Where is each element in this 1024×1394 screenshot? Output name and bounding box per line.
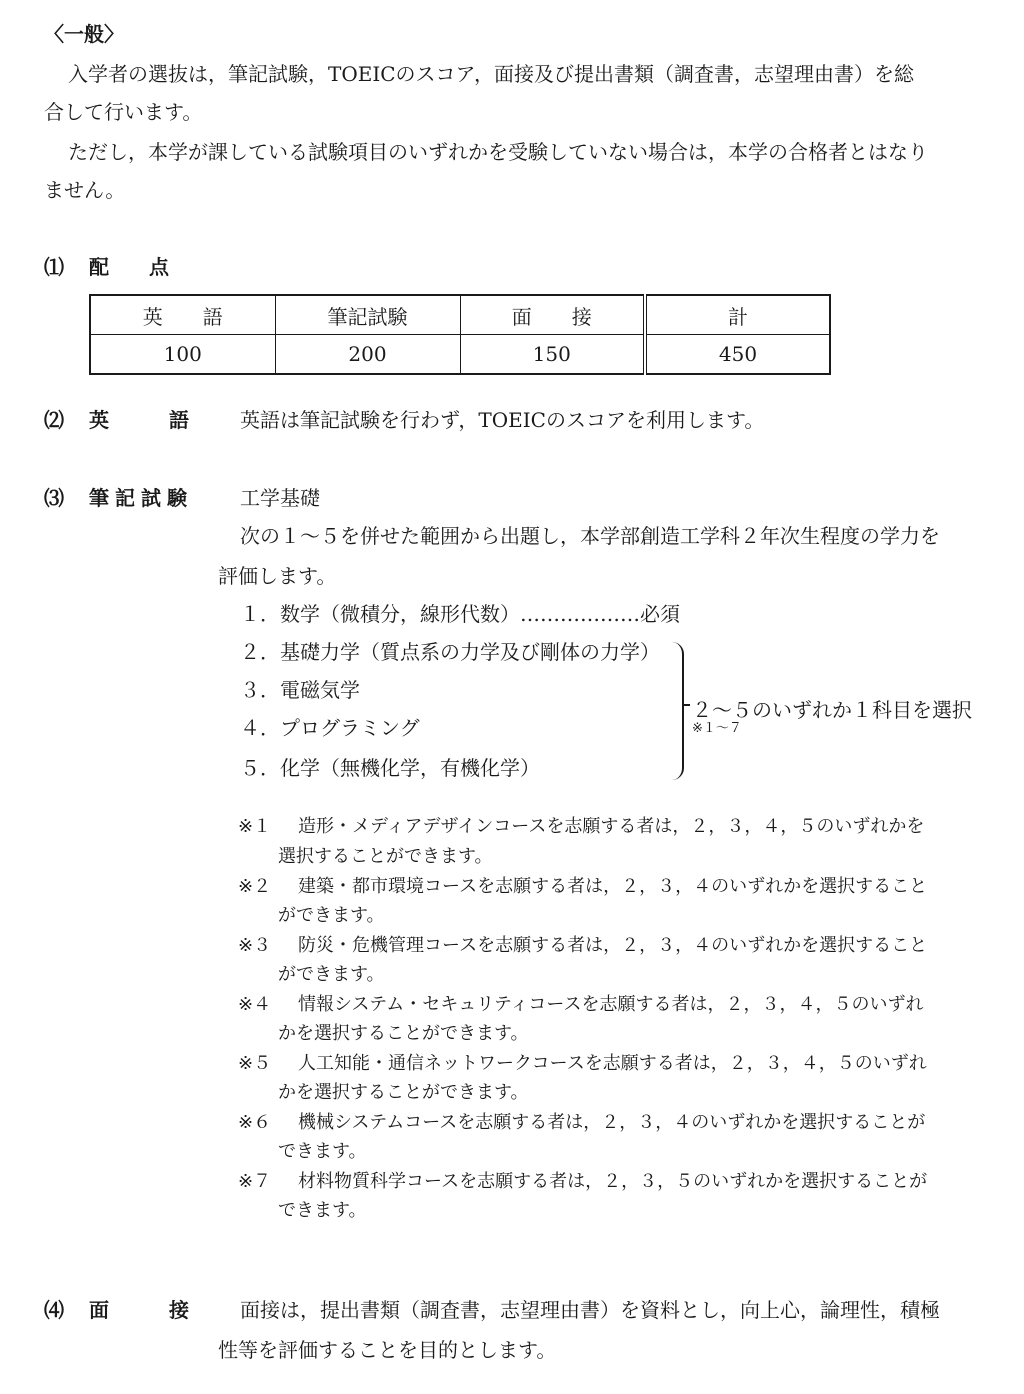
item4-line-2: 性等を評価することを目的とします。 [218, 1338, 557, 1362]
item3-desc-line-1: 次の１～５を併せた範囲から出題し，本学部創造工学科２年次生程度の学力を [240, 524, 940, 548]
item1-number: ⑴ [44, 255, 64, 279]
note-7-line-2: できます。 [278, 1200, 367, 1221]
item1-title: 配 点 [89, 255, 169, 279]
header-written-exam: 筆記試験 [275, 295, 460, 335]
note-4-line-2: かを選択することができます。 [278, 1023, 529, 1044]
note-1-mark: ※１ [238, 816, 272, 837]
condition-paragraph-line-1: ただし，本学が課している試験項目のいずれかを受験していない場合は，本学の合格者とはなり [68, 140, 928, 164]
note-7-line-1: 材料物質科学コースを志願する者は，２，３，５のいずれかを選択することが [298, 1171, 928, 1192]
brace-label: ２～５のいずれか１科目を選択 [692, 698, 972, 722]
note-1-line-1: 造形・メディアデザインコースを志願する者は，２，３，４，５のいずれかを [298, 816, 925, 837]
header-interview: 面 接 [460, 295, 645, 335]
note-2-line-1: 建築・都市環境コースを志願する者は，２，３，４のいずれかを選択すること [298, 876, 928, 897]
item4-title: 面 接 [89, 1298, 189, 1322]
subject-list-item-4: ４．プログラミング [240, 716, 420, 740]
subject-list-item-3: ３．電磁気学 [240, 678, 360, 702]
subject-list-item-5: ５．化学（無機化学，有機化学） [240, 756, 540, 780]
section-heading: 〈一般〉 [44, 22, 124, 46]
item3-subject: 工学基礎 [240, 486, 320, 510]
item2-text: 英語は筆記試験を行わず，TOEICのスコアを利用します。 [240, 408, 765, 432]
selection-brace-tip [682, 704, 690, 706]
header-english: 英 語 [90, 295, 275, 335]
brace-note: ※１～７ [692, 721, 742, 736]
item4-line-1: 面接は，提出書類（調査書，志望理由書）を資料とし，向上心，論理性，積極 [240, 1298, 940, 1322]
selection-brace [668, 642, 684, 780]
item4-number: ⑷ [44, 1298, 64, 1322]
note-5-line-2: かを選択することができます。 [278, 1082, 529, 1103]
note-6-line-1: 機械システムコースを志願する者は，２，３，４のいずれかを選択することが [298, 1112, 926, 1133]
header-total: 計 [645, 295, 830, 335]
value-total: 450 [645, 335, 830, 375]
item2-title: 英 語 [89, 408, 189, 432]
note-4-line-1: 情報システム・セキュリティコースを志願する者は，２，３，４，５のいずれ [298, 994, 924, 1015]
subject-list-item-2: ２．基礎力学（質点系の力学及び剛体の力学） [240, 640, 660, 664]
note-3-line-1: 防災・危機管理コースを志願する者は，２，３，４のいずれかを選択すること [298, 935, 928, 956]
note-1-line-2: 選択することができます。 [278, 846, 493, 867]
intro-paragraph-line-2: 合して行います。 [44, 100, 203, 124]
note-7-mark: ※７ [238, 1171, 272, 1192]
score-table [89, 294, 831, 375]
note-2-mark: ※２ [238, 876, 272, 897]
item3-desc-line-2: 評価します。 [218, 564, 337, 588]
value-written-exam: 200 [275, 335, 460, 375]
intro-paragraph-line-1: 入学者の選抜は，筆記試験，TOEICのスコア，面接及び提出書類（調査書，志望理由書）を総 [68, 62, 914, 86]
note-6-mark: ※６ [238, 1112, 272, 1133]
condition-paragraph-line-2: ません。 [44, 178, 126, 202]
item2-number: ⑵ [44, 408, 64, 432]
item3-title: 筆記試験 [89, 486, 193, 510]
item3-number: ⑶ [44, 486, 64, 510]
value-english: 100 [90, 335, 275, 375]
note-2-line-2: ができます。 [278, 905, 385, 926]
note-5-line-1: 人工知能・通信ネットワークコースを志願する者は，２，３，４，５のいずれ [298, 1053, 927, 1074]
note-3-line-2: ができます。 [278, 964, 385, 985]
subject-list-item-1: １．数学（微積分，線形代数）………………必須 [240, 602, 680, 626]
score-table-header-row [90, 295, 830, 335]
note-6-line-2: できます。 [278, 1141, 367, 1162]
value-interview: 150 [460, 335, 645, 375]
note-3-mark: ※３ [238, 935, 272, 956]
score-table-value-row [90, 335, 830, 375]
note-4-mark: ※４ [238, 994, 272, 1015]
note-5-mark: ※５ [238, 1053, 272, 1074]
